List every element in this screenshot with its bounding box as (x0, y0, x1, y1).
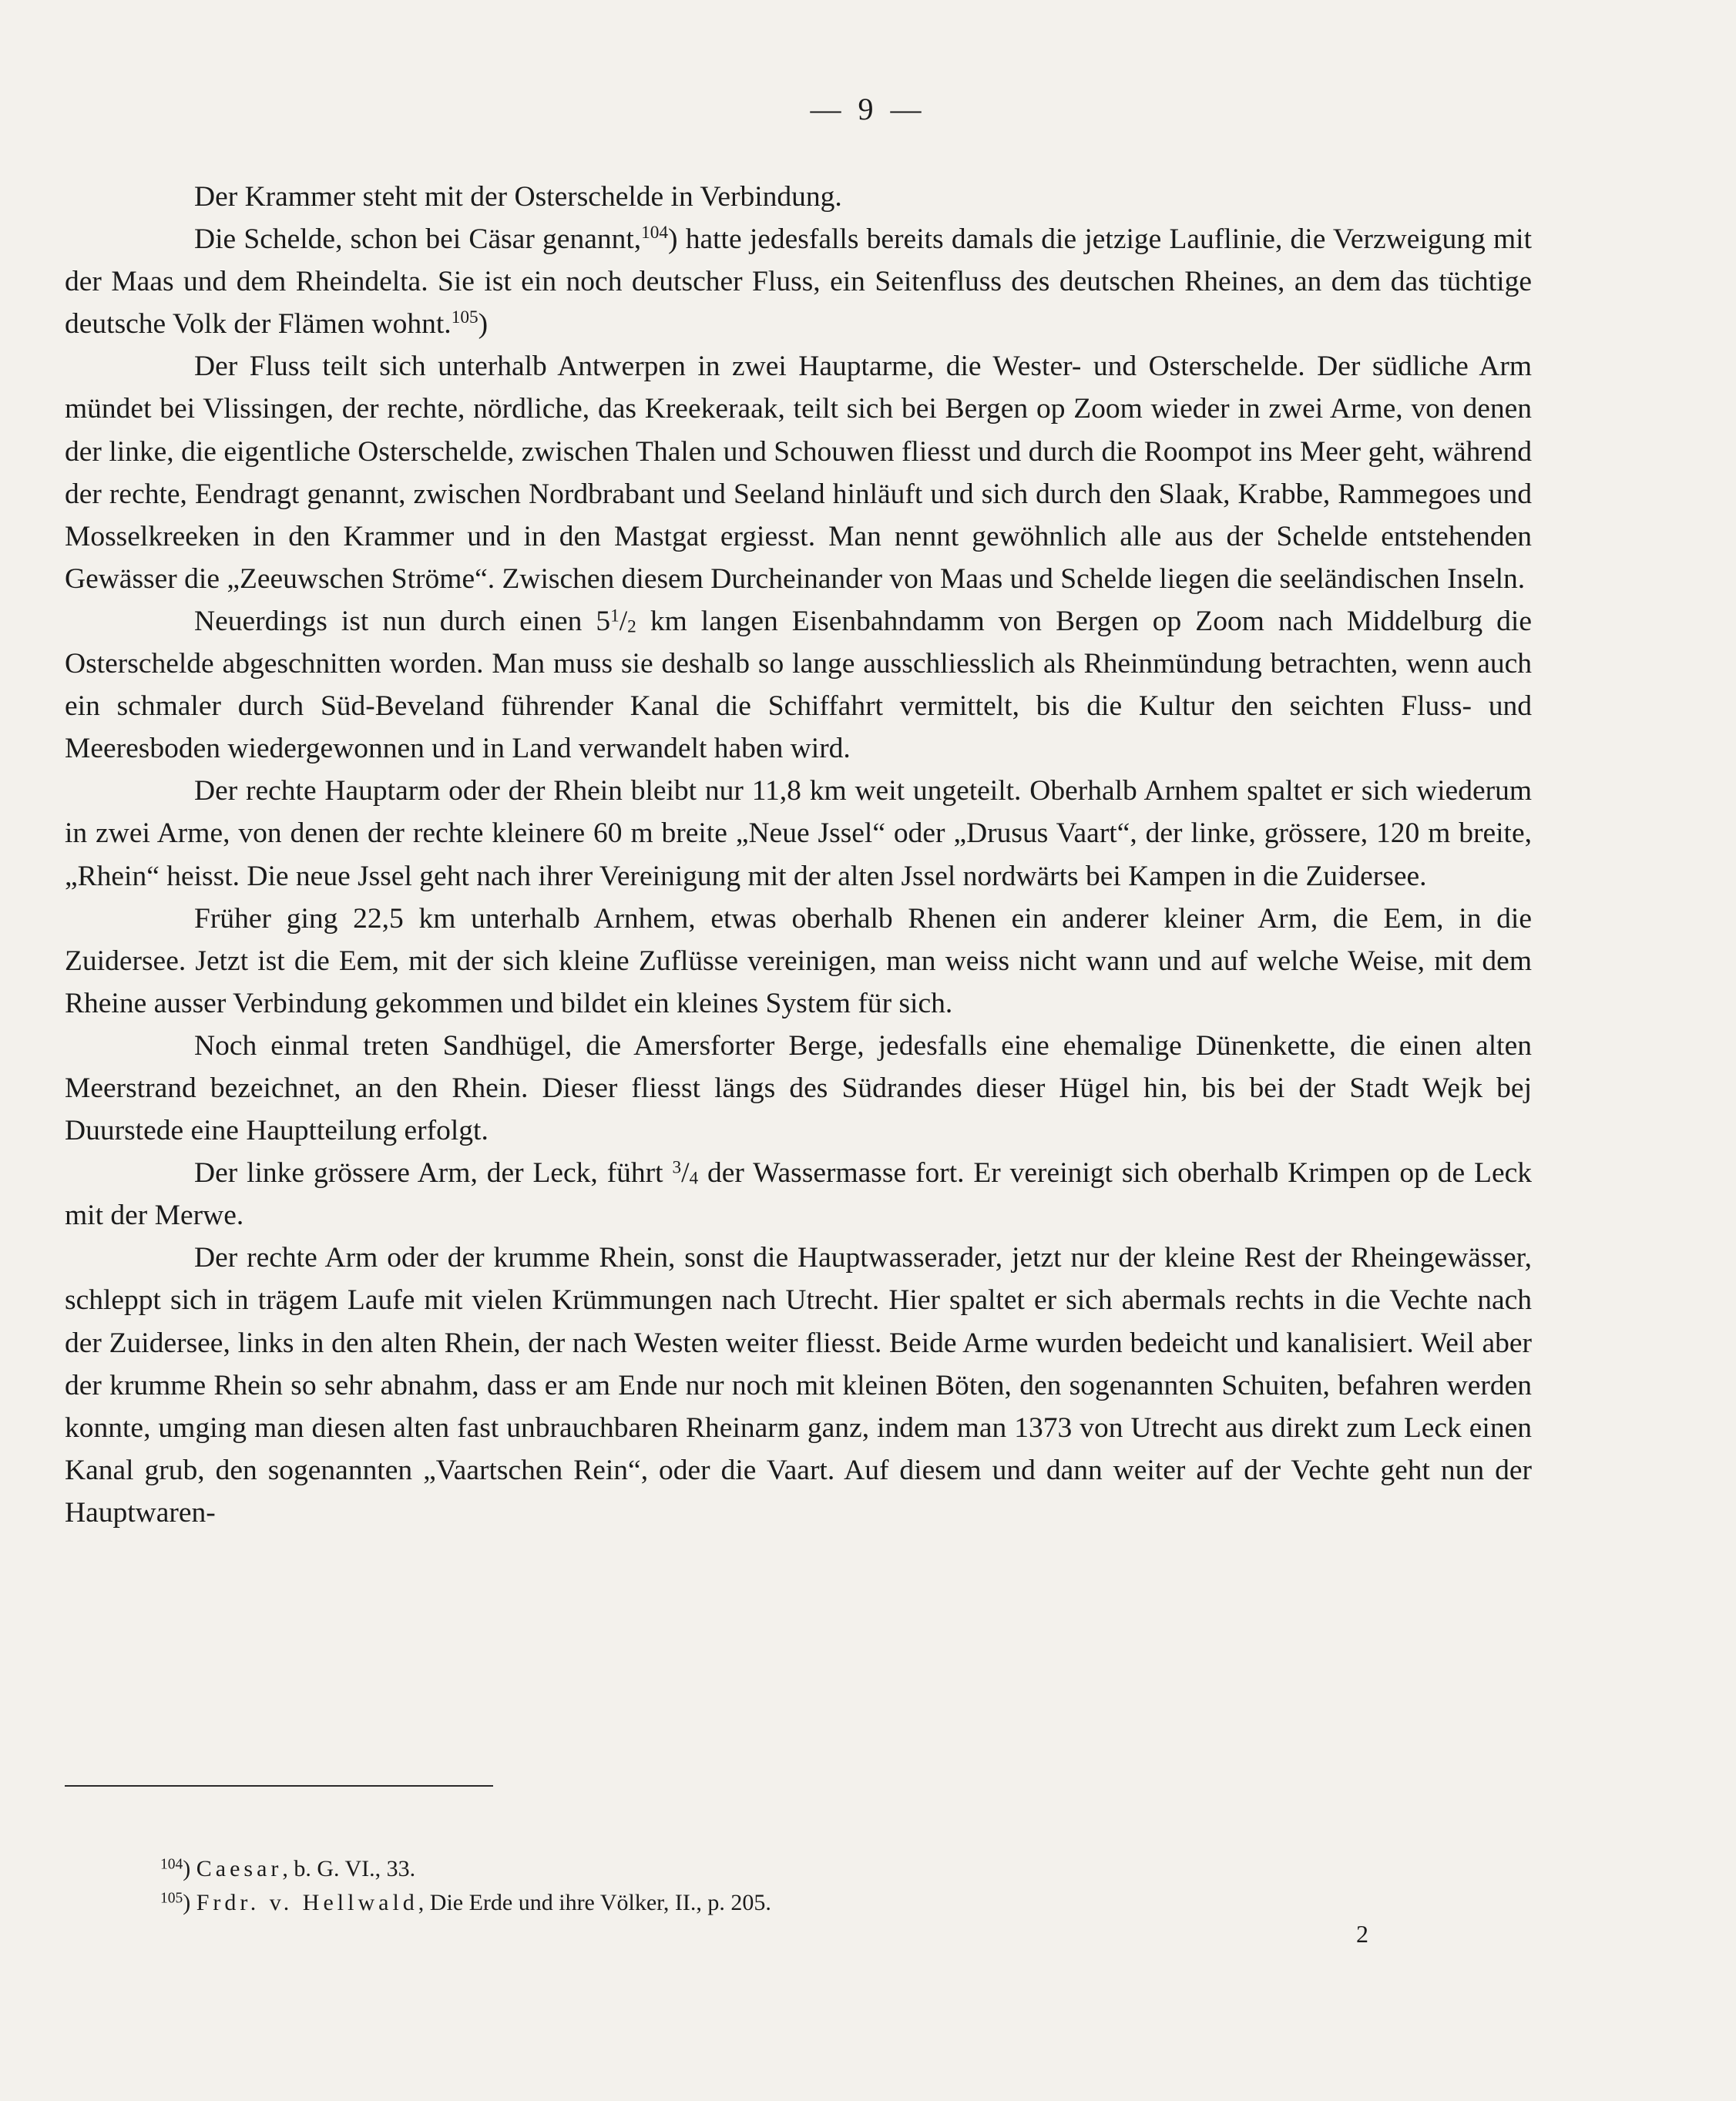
footnote-104: $^{104}$) Caesar, b. G. VI., 33. (160, 1856, 416, 1881)
footnotes (160, 1852, 1470, 1920)
paragraph-2-text-b: ) hatte jedesfalls bereits damals die jetzige Lauflinie, die Verzweigung mit der Maas und dem Rheindelta. Sie ist ein noch deutscher Fluss, ein Seitenfluss des deutschen Rheines, an dem das tüchtige deutsche Volk der Flämen wohnt. (65, 223, 1532, 341)
footnote-105: $^{105}$) Frdr. v. Hellwald, Die Erde und ihre Völker, II., p. 205. (160, 1890, 771, 1915)
paragraph-7: Noch einmal treten Sandhügel, die Amersforter Berge, jedesfalls eine ehemalige Dünenkette, die einen alten Meerstrand bezeichnet, an den Rhein. Dieser fliesst längs des Südrandes dieser Hügel hin, bis bei der Stadt Wejk bej Duurstede eine Hauptteilung erfolgt. (65, 1029, 1532, 1147)
fraction-half: $^1$/2 (610, 605, 636, 637)
paragraph-4-text-b: km langen Eisenbahndamm von Bergen op Zoom nach Middelburg die Osterschelde abgeschnitten worden. Man muss sie deshalb so lange ausschliesslich als Rheinmündung betrachten, wenn auch ein schmaler durch Süd-Beveland führender Kanal die Schiffahrt vermittelt, bis die Kultur den seichten Fluss- und Meeresboden wiedergewonnen und in Land verwandelt haben wird. (65, 605, 1532, 765)
paragraph-2 (65, 218, 1532, 345)
footnote-mark: 104 (160, 1856, 183, 1873)
fraction-three-quarters: $^3$/4 (672, 1157, 699, 1190)
printer-signature: 2 (1356, 1920, 1368, 1948)
fraction-numerator: 3 (672, 1157, 682, 1178)
footnote-author: Caesar (196, 1856, 283, 1881)
page-number: — 9 — (810, 92, 926, 126)
paragraph-9: Der rechte Arm oder der krumme Rhein, sonst die Hauptwasserader, jetzt nur der kleine Rest der Rheingewässer, schleppt sich in trägem Laufe mit vielen Krümmungen nach Utrecht. Hier spaltet er sich abermals rechts in die Vechte nach der Zuidersee, links in den alten Rhein, der nach Westen weiter fliesst. Beide Arme wurden bedeicht und kanalisiert. Weil aber der krumme Rhein so sehr abnahm, dass er am Ende nur noch mit kleinen Böten, den sogenannten Schuiten, befahren werden konnte, umging man diesen alten fast unbrauchbaren Rheinarm ganz, indem man 1373 von Utrecht aus direkt zum Leck einen Kanal grub, den sogenannten „Vaartschen Rein“, oder die Vaart. Auf diesem und dann weiter auf der Vechte geht nun der Hauptwaren- (65, 1242, 1532, 1529)
paragraph-8 (65, 1152, 1532, 1237)
paragraph-4-text-a: Neuerdings ist nun durch einen 5 (194, 605, 611, 637)
footnote-citation: , b. G. VI., 33. (282, 1856, 416, 1881)
footnote-ref-104: 104 (641, 223, 669, 243)
footnote-mark: 105 (160, 1890, 183, 1907)
paragraph-2-text-a: Die Schelde, schon bei Cäsar genannt, (194, 223, 642, 256)
paragraph-5: Der rechte Hauptarm oder der Rhein bleibt nur 11,8 km weit ungeteilt. Oberhalb Arnhem spaltet er sich wiederum in zwei Arme, von denen der rechte kleinere 60 m breite „Neue Jssel“ oder „Drusus Vaart“, der linke, grössere, 120 m breite, „Rhein“ heisst. Die neue Jssel geht nach ihrer Vereinigung mit der alten Jssel nordwärts bei Kampen in die Zuidersee. (65, 775, 1532, 892)
fraction-denominator: 4 (689, 1168, 699, 1189)
fraction-denominator: 2 (627, 616, 636, 637)
paragraph-6: Früher ging 22,5 km unterhalb Arnhem, etwas oberhalb Rhenen ein anderer kleiner Arm, die Eem, in die Zuidersee. Jetzt ist die Eem, mit der sich kleine Zuflüsse vereinigen, man weiss nicht wann und auf welche Weise, mit dem Rheine ausser Verbindung gekommen und bildet ein kleines System für sich. (65, 902, 1532, 1019)
fraction-numerator: 1 (610, 606, 620, 626)
paragraph-8-text-a: Der linke grössere Arm, der Leck, führt (194, 1157, 673, 1190)
paragraph-2-text-c: ) (478, 308, 489, 341)
footnote-divider (65, 1785, 493, 1787)
paragraph-1: Der Krammer steht mit der Osterschelde in Verbindung. (194, 181, 842, 213)
body-text (65, 176, 1532, 1534)
footnote-citation: , Die Erde und ihre Völker, II., p. 205. (418, 1890, 771, 1915)
footnote-author: Frdr. v. Hellwald (196, 1890, 418, 1915)
paragraph-8-text-b: der Wassermasse fort. Er vereinigt sich oberhalb Krimpen op de Leck mit der Merwe. (65, 1157, 1532, 1232)
paragraph-4 (65, 600, 1532, 770)
footnote-ref-105: 105 (451, 307, 478, 328)
paragraph-3: Der Fluss teilt sich unterhalb Antwerpen in zwei Hauptarme, die Wester- und Osterschelde. Der südliche Arm mündet bei Vlissingen, der rechte, nördliche, das Kreekeraak, teilt sich bei Bergen op Zoom wieder in zwei Arme, von denen der linke, die eigentliche Osterschelde, zwischen Thalen und Schouwen fliesst und durch die Roompot ins Meer geht, während der rechte, Eendragt genannt, zwischen Nordbrabant und Seeland hinläuft und sich durch den Slaak, Krabbe, Rammegoes und Mosselkreeken in den Krammer und in den Mastgat ergiesst. Man nennt gewöhnlich alle aus der Schelde entstehenden Gewässer die „Zeeuwschen Ströme“. Zwischen diesem Durcheinander von Maas und Schelde liegen die seeländischen Inseln. (65, 351, 1532, 595)
